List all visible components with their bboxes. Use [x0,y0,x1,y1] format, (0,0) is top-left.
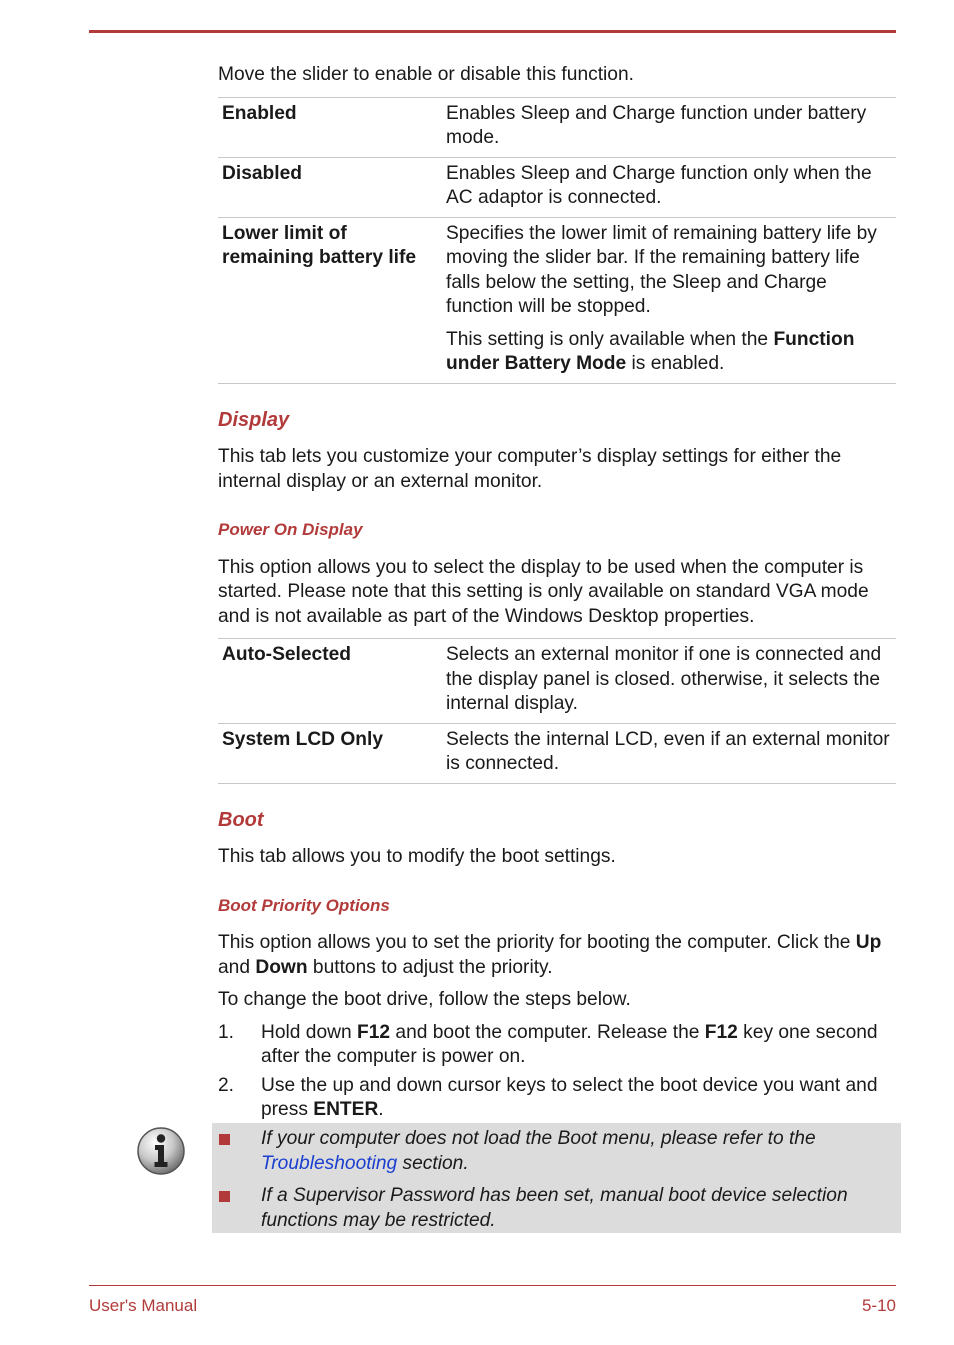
page-number: 5-10 [861,1296,896,1315]
text: and [218,956,256,978]
term-disabled: Disabled [218,157,442,217]
list-item [218,1021,896,1070]
availability-note [446,328,892,377]
table-row [218,639,896,724]
step-number: 2. [218,1074,235,1096]
boot-steps-list [218,1021,896,1123]
description-text: Enables Sleep and Charge function under battery mode. [446,102,867,148]
key-name: ENTER [313,1099,379,1120]
description [442,217,896,383]
section-heading-display: Display [218,408,290,431]
intro-text: Move the slider to enable or disable this function. [218,64,634,85]
square-bullet-icon [219,1134,230,1145]
power-on-display-text: This option allows you to select the display to be used when the computer is started. Please note that this setting is only available on standard VGA mode and is not available as part of the Windows Desktop properties. [218,556,869,627]
description: Selects the internal LCD, even if an external monitor is connected. [442,723,896,783]
step-text: Use the up and down cursor keys to select the boot device you want and press [261,1074,878,1120]
note-text: section. [397,1152,469,1174]
term-enabled: Enabled [218,97,442,157]
info-icon [136,1126,186,1176]
step-text: and boot the computer. Release the [390,1021,705,1043]
boot-change-text: To change the boot drive, follow the steps below. [218,989,631,1010]
term-system-lcd-only: System LCD Only [218,723,442,783]
square-bullet-icon [219,1191,230,1202]
text: This option allows you to set the priority for booting the computer. Click the [218,932,856,953]
page-content [218,63,896,1127]
list-item [218,1074,896,1123]
note-text: is enabled. [626,353,725,374]
text: buttons to adjust the priority. [307,956,553,978]
term-lower-limit: Lower limit of remaining battery life [218,217,442,383]
header-rule [89,30,896,33]
subsection-heading-boot-priority: Boot Priority Options [218,895,390,915]
table-row [218,217,896,383]
boot-priority-text [218,931,896,980]
description [442,97,896,157]
step-text: Hold down [261,1021,357,1043]
note-item: If a Supervisor Password has been set, manual boot device selection functions may be restricted. [261,1185,848,1231]
term-auto-selected: Auto-Selected [218,639,442,724]
description-text: Enables Sleep and Charge function only when the AC adaptor is connected. [446,162,872,208]
key-name: F12 [357,1021,391,1043]
description: Selects an external monitor if one is connected and the display panel is closed. otherwise, it selects the internal display. [442,639,896,724]
note-text: This setting is only available when the [446,328,774,350]
subsection-heading-power-on-display: Power On Display [218,520,363,539]
boot-text: This tab allows you to modify the boot settings. [218,846,616,867]
key-name: F12 [704,1021,738,1043]
troubleshooting-link[interactable]: Troubleshooting [261,1152,398,1174]
description-text: Specifies the lower limit of remaining battery life by moving the slider bar. If the remaining battery life falls below the setting, the Sleep and Charge function will be stopped. [446,222,877,317]
table-row [218,97,896,157]
display-text: This tab lets you customize your computer’s display settings for either the internal display or an external monitor. [218,446,842,492]
sleep-charge-table [218,97,896,384]
step-number: 1. [218,1021,235,1043]
power-on-display-table [218,638,896,784]
section-heading-boot: Boot [218,808,264,831]
up-label: Up [855,932,882,953]
table-row [218,157,896,217]
note-item [261,1127,891,1176]
footer-rule [89,1285,896,1286]
description [442,157,896,217]
table-row [218,723,896,783]
note-box [212,1123,901,1233]
note-text: If your computer does not load the Boot menu, please refer to the [261,1128,816,1149]
step-text: key one second after the computer is power on. [261,1021,878,1067]
note-bold: Function under Battery Mode [446,328,855,374]
footer-title: User's Manual [89,1296,198,1315]
down-label: Down [255,956,308,978]
step-text: . [378,1099,384,1120]
